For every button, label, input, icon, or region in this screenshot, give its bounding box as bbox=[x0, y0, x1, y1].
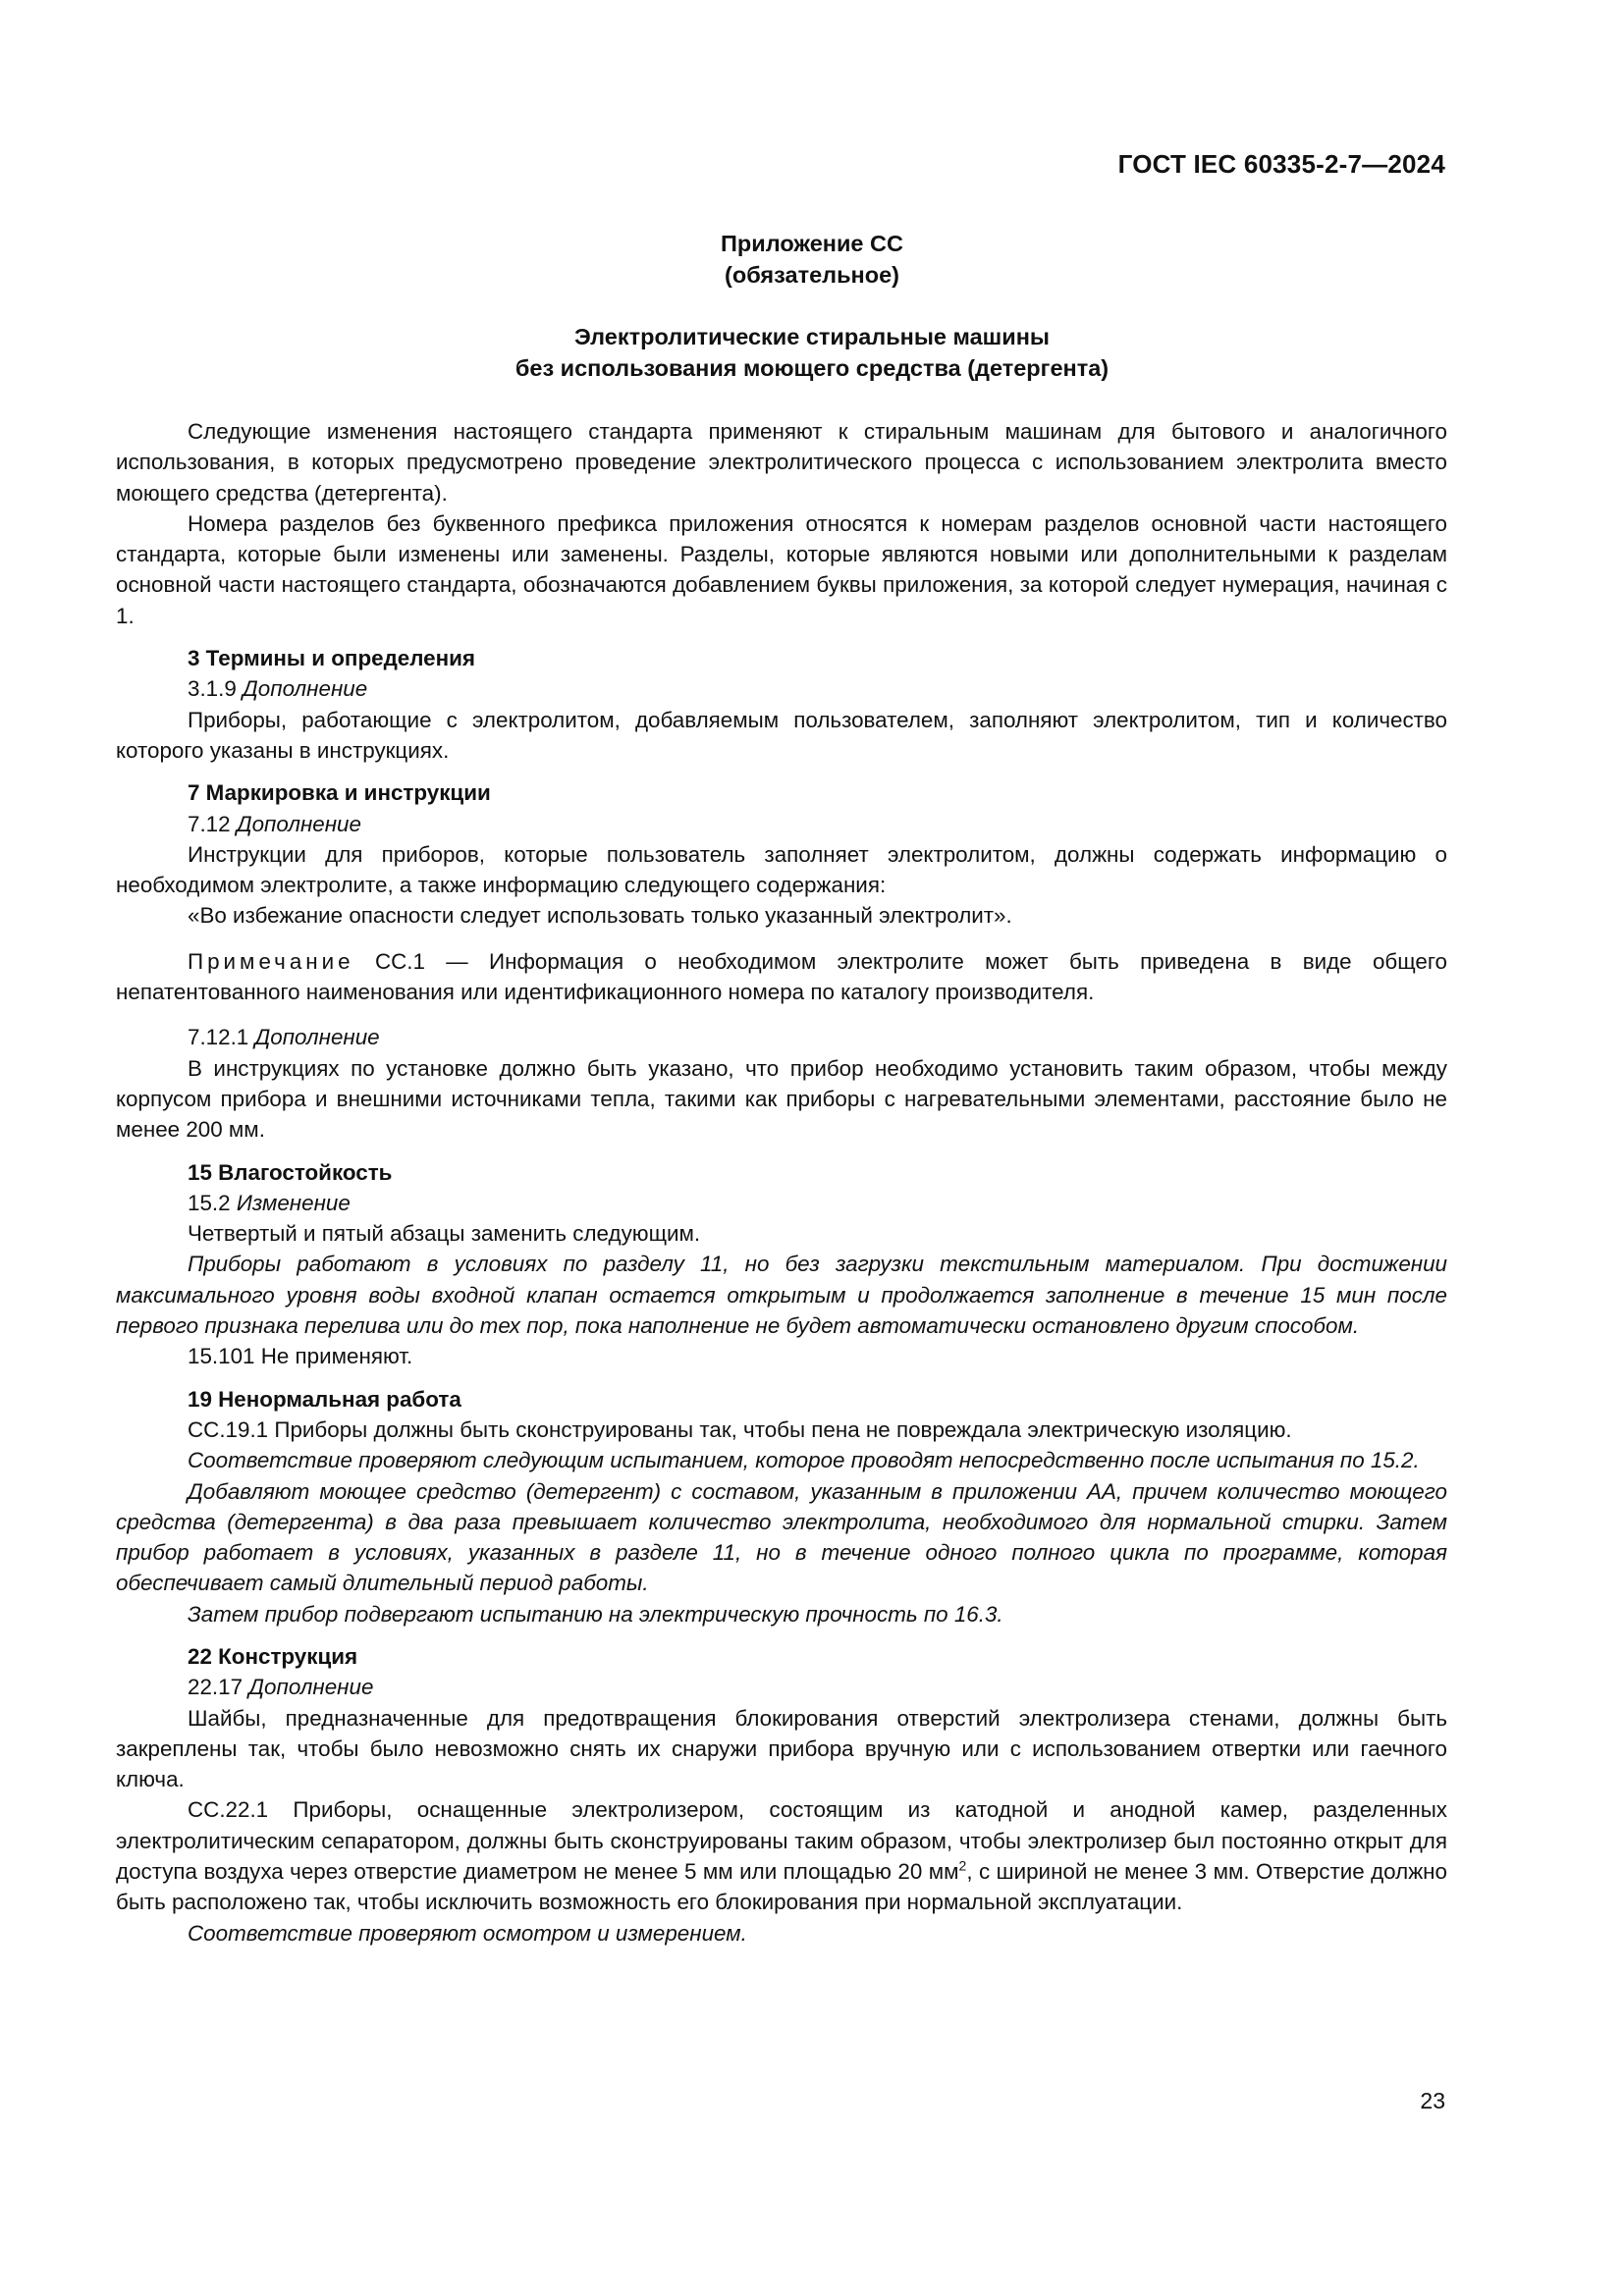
clause-cc-22-1-compliance: Соответствие проверяют осмотром и измерением. bbox=[188, 1920, 747, 1946]
clause-number: 22.17 bbox=[188, 1675, 244, 1700]
note-label: Примечание bbox=[188, 948, 354, 974]
clause-15-2 bbox=[116, 1188, 1447, 1218]
note-text: СС.1 — Информация о необходимом электролите может быть приведена в виде общего непатентованного наименования или идентификационного номера по каталогу производителя. bbox=[116, 948, 1447, 1005]
clause-cc-22-1-text-b: , с шириной не менее 3 мм. Отверстие должно быть расположено так, чтобы исключить возможность его блокирования при нормальной эксплуатации. bbox=[116, 1859, 1447, 1915]
clause-7-12-1-text: В инструкциях по установке должно быть указано, что прибор необходимо установить таким образом, чтобы между корпусом прибора и внешними источниками тепла, такими как приборы с нагревательными элементами, расстояние было не менее 200 мм. bbox=[116, 1055, 1447, 1143]
superscript-2: 2 bbox=[958, 1857, 967, 1874]
document-body bbox=[116, 416, 1447, 1949]
annex-heading bbox=[0, 228, 1624, 291]
clause-number: 7.12.1 bbox=[188, 1025, 249, 1050]
clause-type: Дополнение bbox=[243, 676, 368, 702]
clause-type: Изменение bbox=[236, 1190, 351, 1215]
annex-status: (обязательное) bbox=[725, 262, 899, 288]
clause-3-1-9 bbox=[116, 673, 1447, 704]
annex-title-line-1: Электролитические стиральные машины bbox=[574, 324, 1050, 349]
clause-type: Дополнение bbox=[254, 1025, 380, 1050]
clause-22-17 bbox=[116, 1672, 1447, 1702]
clause-cc-19-1: СС.19.1 Приборы должны быть сконструированы так, чтобы пена не повреждала электрическую изоляцию. bbox=[188, 1416, 1292, 1442]
intro-paragraph-2: Номера разделов без буквенного префикса приложения относятся к номерам разделов основной части настоящего стандарта, которые были изменены или заменены. Разделы, которые являются новыми или дополнительными к разделам основной части настоящего стандарта, обозначаются добавлением буквы приложения, за которой следует нумерация, начиная с 1. bbox=[116, 510, 1447, 628]
document-code: ГОСТ IEC 60335-2-7—2024 bbox=[1117, 149, 1445, 179]
clause-type: Дополнение bbox=[248, 1675, 374, 1700]
clause-7-12-text-1: Инструкции для приборов, которые пользователь заполняет электролитом, должны содержать информацию о необходимом электролите, а также информацию следующего содержания: bbox=[116, 841, 1447, 898]
clause-number: 15.2 bbox=[188, 1190, 231, 1215]
section-15-heading: 15 Влагостойкость bbox=[188, 1159, 393, 1185]
clause-cc-22-1 bbox=[116, 1794, 1447, 1917]
section-22-heading: 22 Конструкция bbox=[188, 1643, 358, 1669]
intro-paragraph-1: Следующие изменения настоящего стандарта применяют к стиральным машинам для бытового и аналогичного использования, в которых предусмотрено проведение электролитического процесса с использованием электролита вместо моющего средства (детергента). bbox=[116, 419, 1447, 506]
clause-number: 3.1.9 bbox=[188, 676, 237, 702]
section-3-heading: 3 Термины и определения bbox=[188, 646, 475, 671]
clause-cc-19-1-test: Соответствие проверяют следующим испытанием, которое проводят непосредственно после испытания по 15.2. bbox=[188, 1448, 1420, 1473]
section-7-heading: 7 Маркировка и инструкции bbox=[188, 780, 491, 806]
clause-cc-19-1-final: Затем прибор подвергают испытанию на электрическую прочность по 16.3. bbox=[188, 1601, 1003, 1627]
clause-22-17-text: Шайбы, предназначенные для предотвращения блокирования отверстий электролизера стенами, должны быть закреплены так, чтобы было невозможно снять их снаружи прибора вручную или с использованием отвертки или гаечного ключа. bbox=[116, 1705, 1447, 1792]
clause-15-2-text-1: Четвертый и пятый абзацы заменить следующим. bbox=[188, 1221, 701, 1247]
annex-title bbox=[0, 321, 1624, 384]
clause-cc-19-1-procedure: Добавляют моющее средство (детергент) с составом, указанным в приложении АА, причем количество моющего средства (детергента) в два раза превышает количество электролита, необходимого для нормальной стирки. Затем прибор работает в условиях, указанных в разделе 11, но в течение одного полного цикла по программе, которая обеспечивает самый длительный период работы. bbox=[116, 1478, 1447, 1596]
clause-7-12-text-2: «Во избежание опасности следует использовать только указанный электролит». bbox=[188, 903, 1012, 929]
clause-number: 7.12 bbox=[188, 811, 231, 836]
clause-7-12-1 bbox=[116, 1022, 1447, 1052]
clause-3-1-9-text: Приборы, работающие с электролитом, добавляемым пользователем, заполняют электролитом, тип и количество которого указаны в инструкциях. bbox=[116, 707, 1447, 763]
page-number: 23 bbox=[1420, 2088, 1445, 2113]
clause-15-2-text-2: Приборы работают в условиях по разделу 11, но без загрузки текстильным материалом. При достижении максимального уровня воды входной клапан остается открытым и продолжается заполнение в течение 15 мин после первого признака перелива или до тех пор, пока наполнение не будет автоматически остановлено другим способом. bbox=[116, 1252, 1447, 1339]
annex-title-line-2: без использования моющего средства (детергента) bbox=[514, 355, 1110, 381]
annex-label: Приложение СС bbox=[721, 231, 903, 256]
clause-7-12 bbox=[116, 809, 1447, 839]
clause-type: Дополнение bbox=[236, 811, 361, 836]
section-19-heading: 19 Ненормальная работа bbox=[188, 1386, 461, 1412]
clause-15-101: 15.101 Не применяют. bbox=[188, 1344, 413, 1369]
clause-cc-22-1-text-a: СС.22.1 Приборы, оснащенные электролизером, состоящим из катодной и анодной камер, разделенных электролитическим сепаратором, должны быть сконструированы таким образом, чтобы электролизер был постоянно открыт для доступа воздуха через отверстие диаметром не менее 5 мм или площадью 20 мм bbox=[116, 1797, 1447, 1885]
note-cc-1 bbox=[116, 946, 1447, 1008]
